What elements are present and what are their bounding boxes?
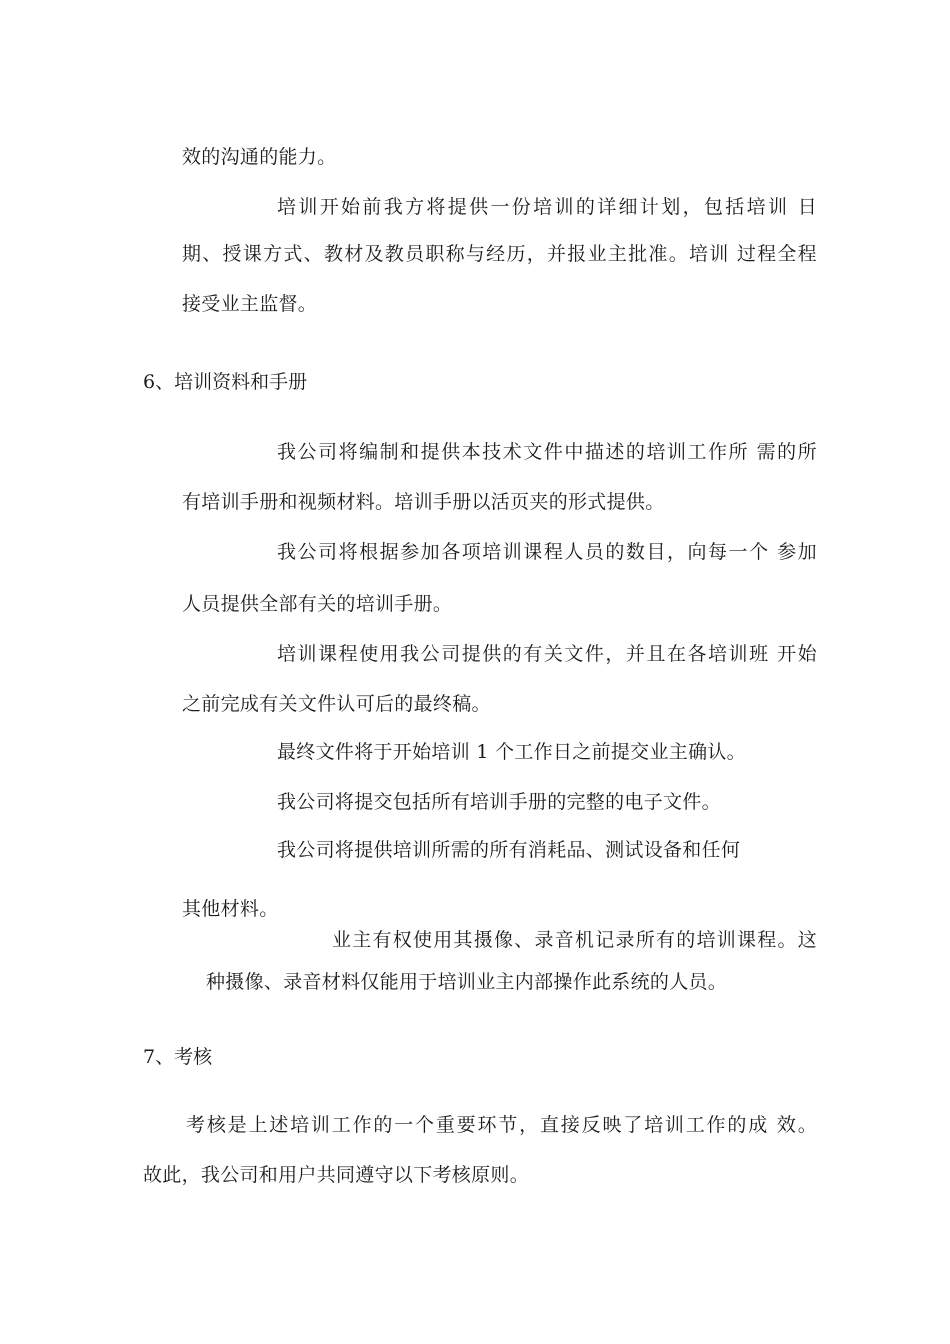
paragraph-line: 之前完成有关文件认可后的最终稿。 (182, 693, 491, 715)
paragraph-line: 业主有权使用其摄像、录音机记录所有的培训课程。这 (332, 929, 817, 951)
paragraph-line: 最终文件将于开始培训 1 个工作日之前提交业主确认。 (277, 741, 746, 763)
paragraph-line: 人员提供全部有关的培训手册。 (182, 593, 453, 615)
paragraph-line: 期、授课方式、教材及教员职称与经历，并报业主批准。培训 过程全程 (182, 243, 817, 265)
paragraph-line: 培训课程使用我公司提供的有关文件，并且在各培训班 开始 (277, 643, 817, 665)
paragraph-line: 效的沟通的能力。 (182, 146, 337, 168)
paragraph-line: 其他材料。 (182, 898, 279, 920)
paragraph-line: 有培训手册和视频材料。培训手册以活页夹的形式提供。 (182, 491, 665, 513)
paragraph-line: 接受业主监督。 (182, 293, 318, 315)
paragraph-line: 我公司将根据参加各项培训课程人员的数目，向每一个 参加 (277, 541, 817, 563)
paragraph-line: 我公司将提交包括所有培训手册的完整的电子文件。 (277, 791, 721, 813)
paragraph-line: 故此，我公司和用户共同遵守以下考核原则。 (143, 1164, 530, 1186)
paragraph-line: 培训开始前我方将提供一份培训的详细计划，包括培训 日 (277, 196, 817, 218)
paragraph-line: 种摄像、录音材料仅能用于培训业主内部操作此系统的人员。 (206, 971, 728, 993)
paragraph-line: 我公司将提供培训所需的所有消耗品、测试设备和任何 (277, 839, 741, 861)
section-heading: 7、考核 (143, 1046, 213, 1068)
paragraph-line: 考核是上述培训工作的一个重要环节，直接反映了培训工作的成 效。 (186, 1114, 817, 1136)
paragraph-line: 我公司将编制和提供本技术文件中描述的培训工作所 需的所 (277, 441, 817, 463)
section-heading: 6、培训资料和手册 (143, 371, 308, 393)
